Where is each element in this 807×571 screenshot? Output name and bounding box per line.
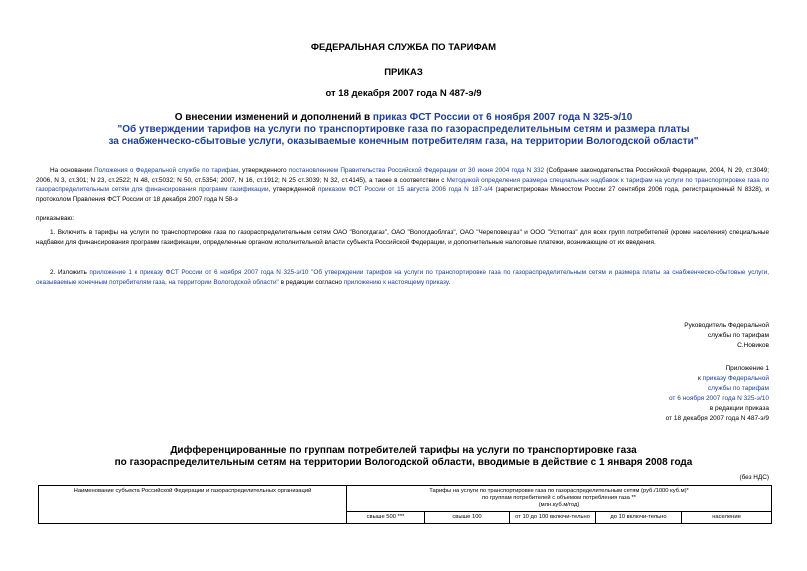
signature-position: Руководитель Федеральной bbox=[684, 322, 769, 329]
signature-block bbox=[684, 321, 769, 351]
title-prefix: О внесении изменений и дополнений в bbox=[174, 112, 373, 123]
group-header-line-2: по группам потребителей с объемом потребления газа ** bbox=[482, 495, 636, 501]
preamble-paragraph bbox=[36, 166, 769, 204]
vat-note: (без НДС) bbox=[739, 474, 769, 481]
government-decree-link[interactable]: постановлением Правительства Российской Федерации от 30 июня 2004 года N 332 bbox=[288, 167, 545, 174]
appendix-agency-link[interactable]: службы по тарифам bbox=[707, 385, 769, 392]
tariff-table bbox=[38, 485, 772, 524]
preamble-text-3: (Собрание законодательства Российской Федерации, 2004, N 29, ст.3049; 2006, N 3, ст.301; N 23, ст.2522; N 48, ст.5032; N 50, ст.5354; 2007, N 16, ст.1912; N 25 ст.3039; N 32, ст.4145), а также в соответствии с bbox=[36, 167, 770, 184]
table-title-line-1: Дифференцированные по группам потребителей тарифы на услуги по транспортировке газа bbox=[170, 445, 637, 456]
signature-agency: службы по тарифам bbox=[707, 332, 769, 339]
appendix-revision-order: от 18 декабря 2007 года N 487-э/9 bbox=[665, 415, 769, 422]
item-2-text-3: . bbox=[448, 278, 451, 286]
column-header-organization: Наименование субъекта Российской Федерации и газораспределительных организаций bbox=[39, 486, 347, 524]
preamble-text-2: , утвержденного bbox=[238, 167, 289, 174]
table-header-row bbox=[39, 486, 772, 512]
fst-regulation-link[interactable]: Положения о Федеральной службе по тарифам bbox=[94, 167, 239, 174]
appendix-date-link[interactable]: от 6 ноября 2007 года N 325-э/10 bbox=[668, 395, 769, 402]
subheader-up-to-10: до 10 включи-тельно bbox=[596, 512, 682, 524]
preamble-text-4: , утвержденной bbox=[268, 186, 318, 193]
item-2-text-1: 2. Изложить bbox=[50, 269, 90, 276]
item-2-text-2: в редакции согласно bbox=[278, 278, 344, 286]
appendix-to-order-link[interactable]: приложению к настоящему приказу bbox=[343, 278, 449, 286]
appendix-revision-label: в редакции приказа bbox=[709, 405, 769, 412]
item-2-paragraph bbox=[36, 268, 769, 287]
column-group-header bbox=[347, 486, 772, 512]
methodology-link[interactable]: Методикой определения размера специальных надбавок к тарифам на услуги по транспортировке газа по газораспределительным сетям для финансирования программ газификации bbox=[36, 176, 769, 193]
appendix-reference bbox=[666, 364, 769, 424]
agency-name: ФЕДЕРАЛЬНАЯ СЛУЖБА ПО ТАРИФАМ bbox=[310, 42, 497, 53]
preamble-text-5: (зарегистрирован Минюстом России 27 сентября 2006 года, регистрационный N 8328), и протоколом Правления ФСТ России от 18 декабря 2007 года N 58-э bbox=[36, 186, 769, 203]
document-type: ПРИКАЗ bbox=[384, 67, 423, 78]
signature-name: С.Новиков bbox=[737, 342, 769, 349]
title-line-2[interactable]: "Об утверждении тарифов на услуги по транспортировке газа по газораспределительным сетям и размера платы bbox=[117, 124, 690, 135]
item-1-paragraph: 1. Включить в тарифы на услуги по транспортировке газа по газораспределительным сетям ОАО "Вологдагаз", ОАО "Вологдаоблгаз", ОАО "Череповецгаз" и ООО "Устюггаз" для всех групп потребителей (кроме населения) специальные надбавки для финансирования программ газификации, определенные органом исполнительной власти субъекта Российской Федерации, и дополнительные налоговые платежи, возникающие от их введения. bbox=[36, 229, 769, 246]
subheader-over-500: свыше 500 *** bbox=[347, 512, 425, 524]
subheader-over-100: свыше 100 bbox=[425, 512, 510, 524]
appendix-prefix: к bbox=[698, 375, 703, 382]
order-title bbox=[0, 112, 807, 123]
document-date-number: от 18 декабря 2007 года N 487-э/9 bbox=[325, 88, 482, 99]
orders-label: приказываю: bbox=[36, 215, 74, 222]
subheader-population: население bbox=[682, 512, 772, 524]
group-header-line-1: Тарифы на услуги по транспортировке газа по газораспределительным сетям (руб./1000 куб.м)* bbox=[429, 488, 689, 494]
appendix-order-ref bbox=[666, 374, 769, 384]
table-title-line-2: по газораспределительным сетям на территории Вологодской области, вводимые в действие с 1 января 2008 года bbox=[114, 457, 693, 468]
appendix-number: Приложение 1 bbox=[725, 365, 769, 372]
appendix-order-link[interactable]: приказу Федеральной bbox=[702, 375, 769, 382]
fst-order-187-link[interactable]: приказом ФСТ России от 15 августа 2006 года N 187-э/4 bbox=[317, 186, 493, 193]
appendix-1-link[interactable]: приложение 1 к приказу ФСТ России от 6 ноября 2007 года N 325-э/10 "Об утверждении тарифов на услуги по транспортировке газа по газораспределительным сетям и размера платы за снабженческо-сбытовые услуги, оказываемые конечным потребителям газа, на территории Вологодской области" bbox=[36, 269, 769, 286]
subheader-10-to-100: от 10 до 100 включи-тельно bbox=[510, 512, 596, 524]
title-line-3[interactable]: за снабженческо-сбытовые услуги, оказываемые конечным потребителям газа, на территории Вологодской области" bbox=[108, 136, 699, 147]
preamble-text-1: На основании bbox=[50, 167, 94, 174]
amended-order-link[interactable]: приказ ФСТ России от 6 ноября 2007 года N 325-э/10 bbox=[372, 112, 633, 123]
group-header-line-3: (млн.куб.м/год) bbox=[538, 502, 580, 508]
